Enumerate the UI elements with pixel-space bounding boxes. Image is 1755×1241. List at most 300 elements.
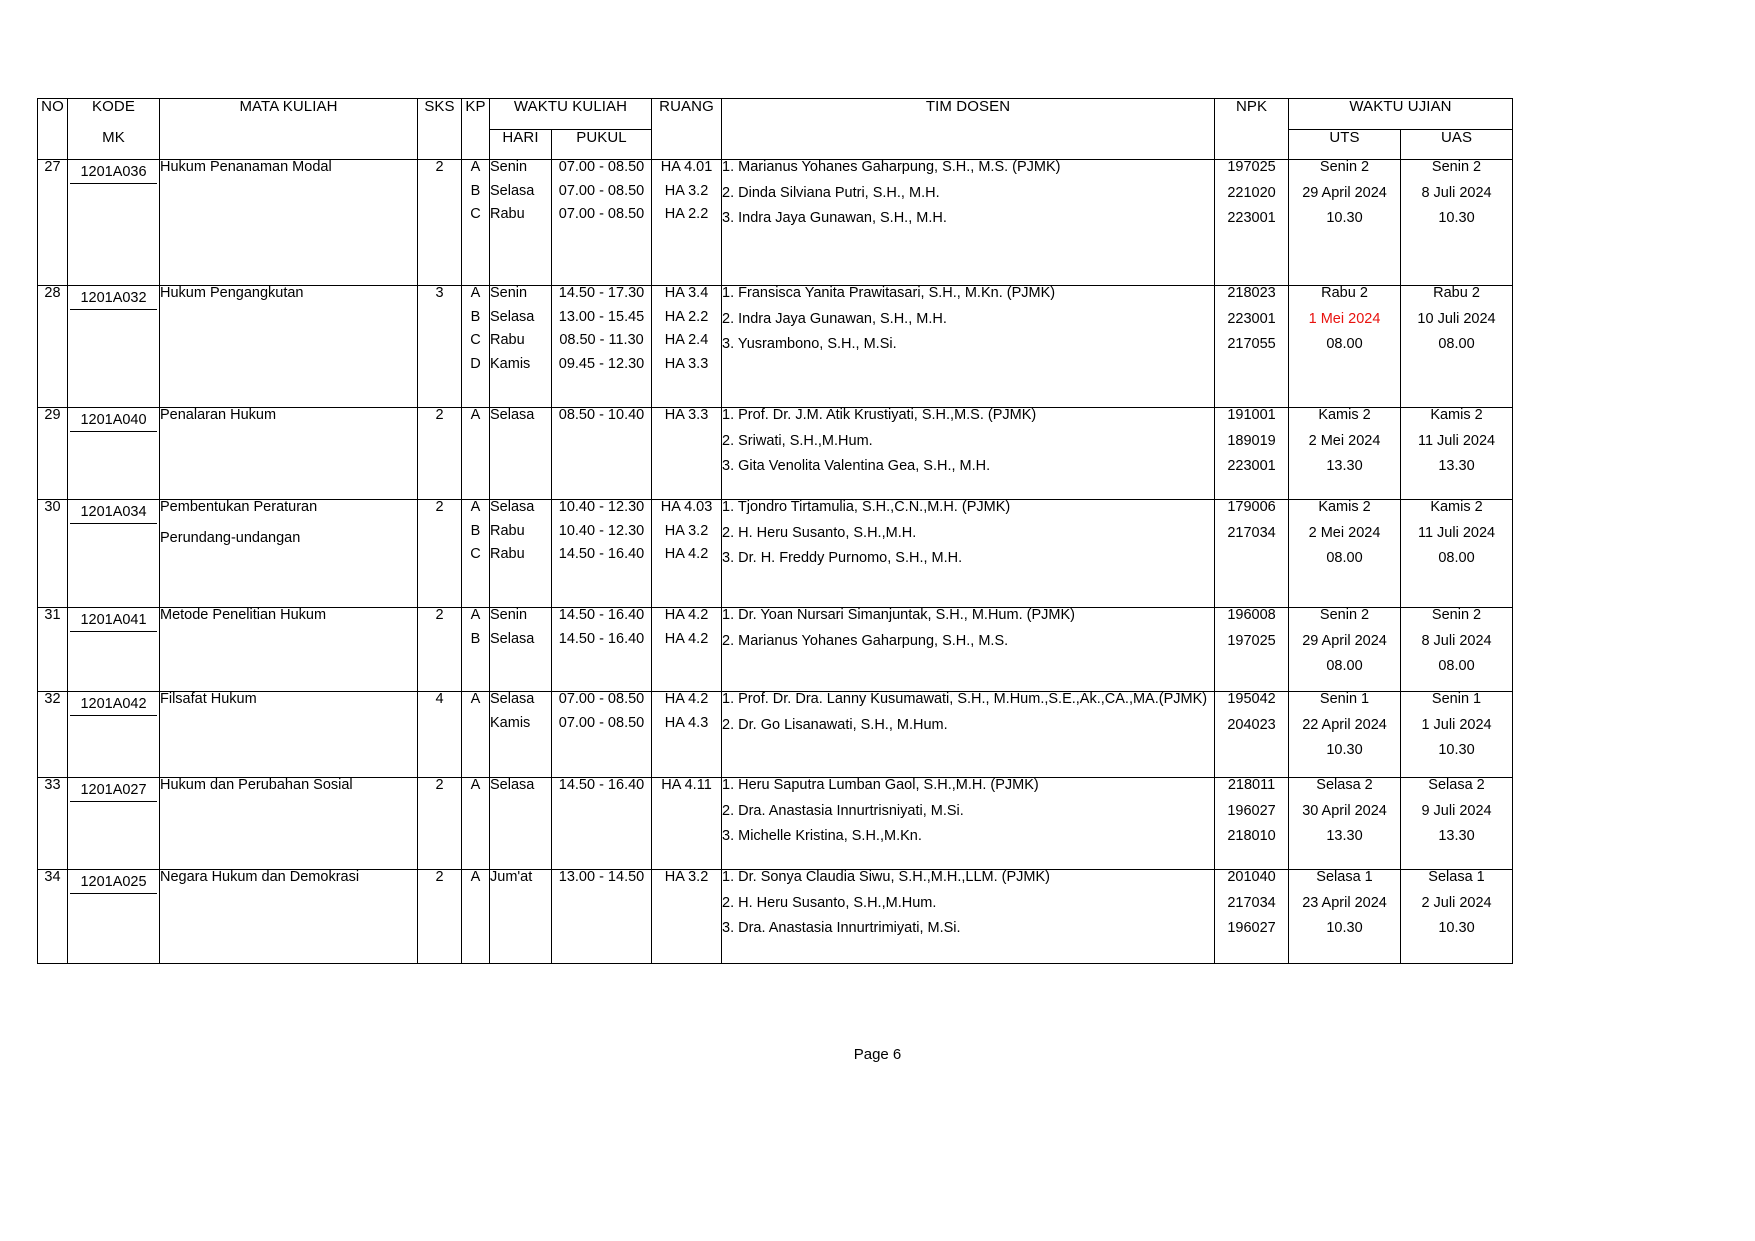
uas-line: Kamis 2 xyxy=(1430,499,1483,515)
tim-dosen-line: 2. Marianus Yohanes Gaharpung, S.H., M.S. xyxy=(722,632,1009,649)
cell-pukul xyxy=(552,500,652,608)
ruang-line: HA 4.01 xyxy=(660,159,713,175)
course-schedule-table xyxy=(37,98,1513,964)
uas-line: 2 Juli 2024 xyxy=(1421,894,1492,911)
uas-line: 13.30 xyxy=(1438,828,1475,844)
npk-line: 218023 xyxy=(1227,285,1276,301)
cell-ruang xyxy=(652,870,722,964)
uts-line: 08.00 xyxy=(1326,550,1363,566)
uts-line: Selasa 2 xyxy=(1316,777,1373,793)
header-kode: KODE xyxy=(68,99,160,130)
uas-line: 8 Juli 2024 xyxy=(1421,632,1492,649)
tim-dosen-line: 1. Prof. Dr. Dra. Lanny Kusumawati, S.H., M.Hum.,S.E.,Ak.,CA.,MA.(PJMK) xyxy=(722,691,1208,707)
ruang-line: HA 3.2 xyxy=(664,522,709,539)
cell-mata-kuliah xyxy=(160,160,418,286)
cell-ruang xyxy=(652,286,722,408)
pukul-line: 13.00 - 15.45 xyxy=(558,308,645,325)
kp-line: A xyxy=(470,407,481,423)
uts-line: 08.00 xyxy=(1326,336,1363,352)
uas-line: 10.30 xyxy=(1438,920,1475,936)
cell-hari xyxy=(490,160,552,286)
cell-sks: 2 xyxy=(418,870,462,964)
cell-pukul xyxy=(552,160,652,286)
hari-line: Kamis xyxy=(490,355,531,372)
tim-dosen-line: 1. Dr. Sonya Claudia Siwu, S.H.,M.H.,LLM. (PJMK) xyxy=(722,869,1050,885)
kode-mk-value: 1201A027 xyxy=(70,778,157,802)
hari-line: Rabu xyxy=(490,522,525,539)
hari-line: Senin xyxy=(490,159,528,175)
pukul-line: 14.50 - 16.40 xyxy=(558,777,645,793)
uts-line: Kamis 2 xyxy=(1318,407,1371,423)
ruang-line: HA 3.2 xyxy=(664,869,709,885)
kp-line: A xyxy=(470,869,481,885)
ruang-line: HA 4.3 xyxy=(664,714,709,731)
pukul-line: 13.00 - 14.50 xyxy=(558,869,645,885)
npk-line: 179006 xyxy=(1227,499,1276,515)
tim-dosen-line: 1. Tjondro Tirtamulia, S.H.,C.N.,M.H. (PJMK) xyxy=(722,499,1011,515)
kode-mk-value: 1201A036 xyxy=(70,160,157,184)
cell-npk xyxy=(1215,870,1289,964)
uts-line: Kamis 2 xyxy=(1318,499,1371,515)
cell-tim-dosen xyxy=(722,408,1215,500)
cell-sks: 2 xyxy=(418,608,462,692)
hari-line: Selasa xyxy=(490,691,535,707)
uts-line: 08.00 xyxy=(1326,658,1363,674)
uas-line: Senin 2 xyxy=(1431,607,1482,623)
mata-kuliah-line: Hukum dan Perubahan Sosial xyxy=(160,777,353,793)
kp-line: A xyxy=(470,159,481,175)
kp-line: B xyxy=(470,308,481,325)
kp-line: C xyxy=(470,206,481,222)
kp-line xyxy=(462,716,489,731)
uts-line: Senin 1 xyxy=(1319,691,1370,707)
cell-npk xyxy=(1215,408,1289,500)
table-row xyxy=(38,870,1513,964)
cell-hari xyxy=(490,608,552,692)
uts-line: 10.30 xyxy=(1326,742,1363,758)
cell-hari xyxy=(490,870,552,964)
cell-no: 28 xyxy=(38,286,68,408)
cell-kp xyxy=(462,500,490,608)
header-npk: NPK xyxy=(1215,99,1289,160)
uts-line: Selasa 1 xyxy=(1316,869,1373,885)
cell-hari xyxy=(490,408,552,500)
header-mata-kuliah: MATA KULIAH xyxy=(160,99,418,160)
mata-kuliah-line: Penalaran Hukum xyxy=(160,407,277,423)
kode-mk-value: 1201A041 xyxy=(70,608,157,632)
cell-kp xyxy=(462,778,490,870)
pukul-line: 08.50 - 11.30 xyxy=(559,332,644,348)
tim-dosen-line: 1. Dr. Yoan Nursari Simanjuntak, S.H., M.Hum. (PJMK) xyxy=(722,607,1075,623)
cell-uas xyxy=(1401,692,1513,778)
cell-npk xyxy=(1215,778,1289,870)
mata-kuliah-line: Metode Penelitian Hukum xyxy=(160,607,327,623)
uts-line: 10.30 xyxy=(1326,210,1363,226)
hari-line: Selasa xyxy=(490,407,535,423)
pukul-line: 14.50 - 16.40 xyxy=(558,546,645,562)
tim-dosen-line: 1. Heru Saputra Lumban Gaol, S.H.,M.H. (PJMK) xyxy=(722,777,1039,793)
npk-line: 196027 xyxy=(1227,802,1276,819)
table-row xyxy=(38,692,1513,778)
npk-line: 223001 xyxy=(1227,310,1276,327)
cell-pukul xyxy=(552,692,652,778)
npk-line: 189019 xyxy=(1227,432,1276,449)
mata-kuliah-line: Hukum Penanaman Modal xyxy=(160,159,332,175)
uas-line: 9 Juli 2024 xyxy=(1421,802,1492,819)
mata-kuliah-line: Filsafat Hukum xyxy=(160,691,257,707)
cell-ruang xyxy=(652,778,722,870)
tim-dosen-line: 2. Dr. Go Lisanawati, S.H., M.Hum. xyxy=(722,716,948,733)
hari-line: Jum'at xyxy=(490,869,533,885)
cell-mata-kuliah xyxy=(160,286,418,408)
cell-kode-mk xyxy=(68,286,160,408)
cell-kp xyxy=(462,408,490,500)
uts-line: 2 Mei 2024 xyxy=(1308,432,1381,449)
pukul-line: 10.40 - 12.30 xyxy=(558,522,645,539)
uas-line: 10.30 xyxy=(1438,742,1475,758)
uas-line: 08.00 xyxy=(1438,658,1475,674)
ruang-line: HA 2.4 xyxy=(664,332,709,348)
uts-line: Senin 2 xyxy=(1319,607,1370,623)
tim-dosen-line: 2. Sriwati, S.H.,M.Hum. xyxy=(722,432,873,449)
tim-dosen-line: 3. Indra Jaya Gunawan, S.H., M.H. xyxy=(722,210,947,226)
tim-dosen-line: 1. Prof. Dr. J.M. Atik Krustiyati, S.H.,M.S. (PJMK) xyxy=(722,407,1037,423)
cell-pukul xyxy=(552,408,652,500)
uas-line: 1 Juli 2024 xyxy=(1421,716,1492,733)
cell-no: 32 xyxy=(38,692,68,778)
npk-line: 217034 xyxy=(1227,524,1276,541)
cell-uts xyxy=(1289,160,1401,286)
pukul-line: 10.40 - 12.30 xyxy=(558,499,645,515)
npk-line: 197025 xyxy=(1227,632,1276,649)
kp-line: C xyxy=(470,332,481,348)
hari-line: Rabu xyxy=(490,546,525,562)
cell-uas xyxy=(1401,608,1513,692)
cell-npk xyxy=(1215,500,1289,608)
kp-line: B xyxy=(470,522,481,539)
cell-hari xyxy=(490,778,552,870)
kp-line: B xyxy=(470,630,481,647)
cell-kp xyxy=(462,692,490,778)
cell-pukul xyxy=(552,870,652,964)
cell-uts xyxy=(1289,608,1401,692)
mata-kuliah-line: Pembentukan Peraturan xyxy=(160,499,318,515)
npk-line: 223001 xyxy=(1227,210,1276,226)
cell-npk xyxy=(1215,160,1289,286)
cell-ruang xyxy=(652,408,722,500)
cell-kp xyxy=(462,160,490,286)
cell-tim-dosen xyxy=(722,160,1215,286)
cell-pukul xyxy=(552,608,652,692)
hari-line: Selasa xyxy=(490,630,535,647)
cell-uas xyxy=(1401,160,1513,286)
ruang-line: HA 4.2 xyxy=(664,630,709,647)
cell-tim-dosen xyxy=(722,608,1215,692)
cell-kp xyxy=(462,608,490,692)
page-footer: Page 6 xyxy=(853,1046,902,1063)
npk-line: 196008 xyxy=(1227,607,1276,623)
table-row xyxy=(38,286,1513,408)
cell-kode-mk xyxy=(68,500,160,608)
cell-sks: 3 xyxy=(418,286,462,408)
uts-line: Rabu 2 xyxy=(1321,285,1368,301)
tim-dosen-line: 3. Gita Venolita Valentina Gea, S.H., M.H. xyxy=(722,458,991,474)
header-ruang: RUANG xyxy=(652,99,722,160)
hari-line: Selasa xyxy=(490,777,535,793)
ruang-line: HA 2.2 xyxy=(664,308,709,325)
header-sks: SKS xyxy=(418,99,462,160)
pukul-line: 08.50 - 10.40 xyxy=(558,407,645,423)
cell-npk xyxy=(1215,608,1289,692)
header-uts: UTS xyxy=(1289,130,1401,160)
header-hari: HARI xyxy=(490,130,552,160)
kp-line: B xyxy=(470,182,481,199)
table-row xyxy=(38,608,1513,692)
cell-hari xyxy=(490,692,552,778)
cell-uts xyxy=(1289,692,1401,778)
ruang-line: HA 3.4 xyxy=(664,285,709,301)
npk-line: 217055 xyxy=(1227,336,1276,352)
cell-uts xyxy=(1289,408,1401,500)
uts-line: 1 Mei 2024 xyxy=(1308,310,1381,327)
kode-mk-value: 1201A042 xyxy=(70,692,157,716)
kode-mk-value: 1201A034 xyxy=(70,500,157,524)
table-row xyxy=(38,778,1513,870)
cell-tim-dosen xyxy=(722,692,1215,778)
ruang-line: HA 2.2 xyxy=(664,206,709,222)
cell-npk xyxy=(1215,692,1289,778)
header-waktu-kuliah: WAKTU KULIAH xyxy=(490,99,652,130)
cell-tim-dosen xyxy=(722,500,1215,608)
uts-line: 13.30 xyxy=(1326,458,1363,474)
uas-line: 13.30 xyxy=(1438,458,1475,474)
cell-npk xyxy=(1215,286,1289,408)
tim-dosen-line: 2. H. Heru Susanto, S.H.,M.Hum. xyxy=(722,894,937,911)
hari-line: Kamis xyxy=(490,714,531,731)
kp-line: C xyxy=(470,546,481,562)
mata-kuliah-line: Negara Hukum dan Demokrasi xyxy=(160,869,360,885)
uas-line: 10.30 xyxy=(1438,210,1475,226)
tim-dosen-line: 3. Dra. Anastasia Innurtrimiyati, M.Si. xyxy=(722,920,961,936)
cell-kp xyxy=(462,870,490,964)
pukul-line: 07.00 - 08.50 xyxy=(558,714,645,731)
cell-sks: 2 xyxy=(418,500,462,608)
kode-mk-value: 1201A032 xyxy=(70,286,157,310)
cell-mata-kuliah xyxy=(160,608,418,692)
uas-line: 10 Juli 2024 xyxy=(1417,310,1496,327)
cell-ruang xyxy=(652,500,722,608)
kp-line: A xyxy=(470,499,481,515)
cell-uas xyxy=(1401,778,1513,870)
npk-line: 191001 xyxy=(1227,407,1276,423)
cell-no: 34 xyxy=(38,870,68,964)
uas-line: Senin 2 xyxy=(1431,159,1482,175)
cell-no: 27 xyxy=(38,160,68,286)
npk-line: 197025 xyxy=(1227,159,1276,175)
cell-kode-mk xyxy=(68,870,160,964)
table-row xyxy=(38,408,1513,500)
kode-mk-value: 1201A025 xyxy=(70,870,157,894)
mata-kuliah-line: Perundang-undangan xyxy=(160,529,301,546)
hari-line: Senin xyxy=(490,285,528,301)
cell-mata-kuliah xyxy=(160,408,418,500)
cell-uas xyxy=(1401,870,1513,964)
pukul-line: 14.50 - 16.40 xyxy=(558,607,645,623)
cell-ruang xyxy=(652,692,722,778)
cell-sks: 2 xyxy=(418,408,462,500)
cell-mata-kuliah xyxy=(160,778,418,870)
table-row xyxy=(38,500,1513,608)
tim-dosen-line: 1. Marianus Yohanes Gaharpung, S.H., M.S. (PJMK) xyxy=(722,159,1061,175)
ruang-line: HA 4.2 xyxy=(664,691,709,707)
cell-pukul xyxy=(552,778,652,870)
cell-kode-mk xyxy=(68,608,160,692)
tim-dosen-line: 3. Michelle Kristina, S.H.,M.Kn. xyxy=(722,828,922,844)
uas-line: Selasa 1 xyxy=(1428,869,1485,885)
pukul-line: 07.00 - 08.50 xyxy=(558,206,645,222)
hari-line: Selasa xyxy=(490,308,535,325)
table-header xyxy=(38,99,1513,160)
table-row xyxy=(38,160,1513,286)
pukul-line: 07.00 - 08.50 xyxy=(558,159,645,175)
tim-dosen-line: 2. Dinda Silviana Putri, S.H., M.H. xyxy=(722,184,940,201)
cell-kode-mk xyxy=(68,160,160,286)
cell-mata-kuliah xyxy=(160,870,418,964)
uts-line: 30 April 2024 xyxy=(1302,802,1387,819)
header-kp: KP xyxy=(462,99,490,160)
kp-line: D xyxy=(470,355,481,372)
uts-line: 13.30 xyxy=(1326,828,1363,844)
cell-kode-mk xyxy=(68,778,160,870)
cell-kp xyxy=(462,286,490,408)
cell-mata-kuliah xyxy=(160,692,418,778)
tim-dosen-line: 2. Dra. Anastasia Innurtrisniyati, M.Si. xyxy=(722,802,964,819)
tim-dosen-line: 2. H. Heru Susanto, S.H.,M.H. xyxy=(722,524,917,541)
hari-line: Rabu xyxy=(490,206,525,222)
ruang-line: HA 3.3 xyxy=(664,407,709,423)
cell-tim-dosen xyxy=(722,286,1215,408)
uts-line: 29 April 2024 xyxy=(1302,184,1387,201)
ruang-line: HA 4.2 xyxy=(664,546,709,562)
cell-no: 30 xyxy=(38,500,68,608)
cell-uts xyxy=(1289,778,1401,870)
header-kode-mk: MK xyxy=(68,130,160,160)
cell-ruang xyxy=(652,160,722,286)
cell-hari xyxy=(490,500,552,608)
tim-dosen-line: 3. Dr. H. Freddy Purnomo, S.H., M.H. xyxy=(722,550,963,566)
pukul-line: 14.50 - 16.40 xyxy=(558,630,645,647)
ruang-line: HA 3.3 xyxy=(664,355,709,372)
tim-dosen-line: 1. Fransisca Yanita Prawitasari, S.H., M.Kn. (PJMK) xyxy=(722,285,1056,301)
npk-line: 204023 xyxy=(1227,716,1276,733)
kp-line: A xyxy=(470,607,481,623)
cell-sks: 2 xyxy=(418,160,462,286)
cell-ruang xyxy=(652,608,722,692)
tim-dosen-line: 3. Yusrambono, S.H., M.Si. xyxy=(722,336,897,352)
uts-line: 10.30 xyxy=(1326,920,1363,936)
cell-kode-mk xyxy=(68,692,160,778)
uas-line: 8 Juli 2024 xyxy=(1421,184,1492,201)
course-schedule-page xyxy=(37,98,1512,964)
header-waktu-ujian: WAKTU UJIAN xyxy=(1289,99,1513,130)
cell-uts xyxy=(1289,500,1401,608)
uas-line: Rabu 2 xyxy=(1433,285,1480,301)
uts-line: 22 April 2024 xyxy=(1302,716,1387,733)
ruang-line: HA 4.2 xyxy=(664,607,709,623)
uts-line: 23 April 2024 xyxy=(1302,894,1387,911)
uts-line: 29 April 2024 xyxy=(1302,632,1387,649)
hari-line: Senin xyxy=(490,607,528,623)
cell-sks: 4 xyxy=(418,692,462,778)
tim-dosen-line: 2. Indra Jaya Gunawan, S.H., M.H. xyxy=(722,310,947,327)
npk-line: 217034 xyxy=(1227,894,1276,911)
cell-uas xyxy=(1401,286,1513,408)
uas-line: 11 Juli 2024 xyxy=(1417,524,1496,541)
header-tim-dosen: TIM DOSEN xyxy=(722,99,1215,160)
npk-line: 201040 xyxy=(1227,869,1276,885)
uts-line: Senin 2 xyxy=(1319,159,1370,175)
uas-line: 11 Juli 2024 xyxy=(1417,432,1496,449)
pukul-line: 07.00 - 08.50 xyxy=(558,691,645,707)
cell-tim-dosen xyxy=(722,778,1215,870)
cell-tim-dosen xyxy=(722,870,1215,964)
pukul-line: 14.50 - 17.30 xyxy=(558,285,645,301)
hari-line: Selasa xyxy=(490,499,535,515)
uas-line: Selasa 2 xyxy=(1428,777,1485,793)
pukul-line: 07.00 - 08.50 xyxy=(558,182,645,199)
hari-line: Rabu xyxy=(490,332,525,348)
cell-uas xyxy=(1401,408,1513,500)
header-no: NO xyxy=(38,99,68,160)
kp-line: A xyxy=(470,777,481,793)
cell-no: 31 xyxy=(38,608,68,692)
uts-line: 2 Mei 2024 xyxy=(1308,524,1381,541)
npk-line: 196027 xyxy=(1227,920,1276,936)
cell-no: 33 xyxy=(38,778,68,870)
cell-uas xyxy=(1401,500,1513,608)
pukul-line: 09.45 - 12.30 xyxy=(558,355,645,372)
npk-line: 218011 xyxy=(1227,777,1276,793)
table-body xyxy=(38,160,1513,964)
cell-pukul xyxy=(552,286,652,408)
npk-line: 195042 xyxy=(1227,691,1276,707)
cell-mata-kuliah xyxy=(160,500,418,608)
npk-line: 218010 xyxy=(1227,828,1276,844)
npk-line: 221020 xyxy=(1227,184,1276,201)
mata-kuliah-line: Hukum Pengangkutan xyxy=(160,285,304,301)
uas-line: Senin 1 xyxy=(1431,691,1482,707)
header-uas: UAS xyxy=(1401,130,1513,160)
header-pukul: PUKUL xyxy=(552,130,652,160)
kp-line: A xyxy=(470,691,481,707)
kp-line: A xyxy=(470,285,481,301)
npk-line: 223001 xyxy=(1227,458,1276,474)
cell-kode-mk xyxy=(68,408,160,500)
cell-sks: 2 xyxy=(418,778,462,870)
cell-no: 29 xyxy=(38,408,68,500)
cell-uts xyxy=(1289,870,1401,964)
kode-mk-value: 1201A040 xyxy=(70,408,157,432)
uas-line: Kamis 2 xyxy=(1430,407,1483,423)
ruang-line: HA 4.11 xyxy=(661,777,712,793)
cell-hari xyxy=(490,286,552,408)
hari-line: Selasa xyxy=(490,182,535,199)
ruang-line: HA 4.03 xyxy=(660,499,713,515)
ruang-line: HA 3.2 xyxy=(664,182,709,199)
cell-uts xyxy=(1289,286,1401,408)
uas-line: 08.00 xyxy=(1438,336,1475,352)
uas-line: 08.00 xyxy=(1438,550,1475,566)
